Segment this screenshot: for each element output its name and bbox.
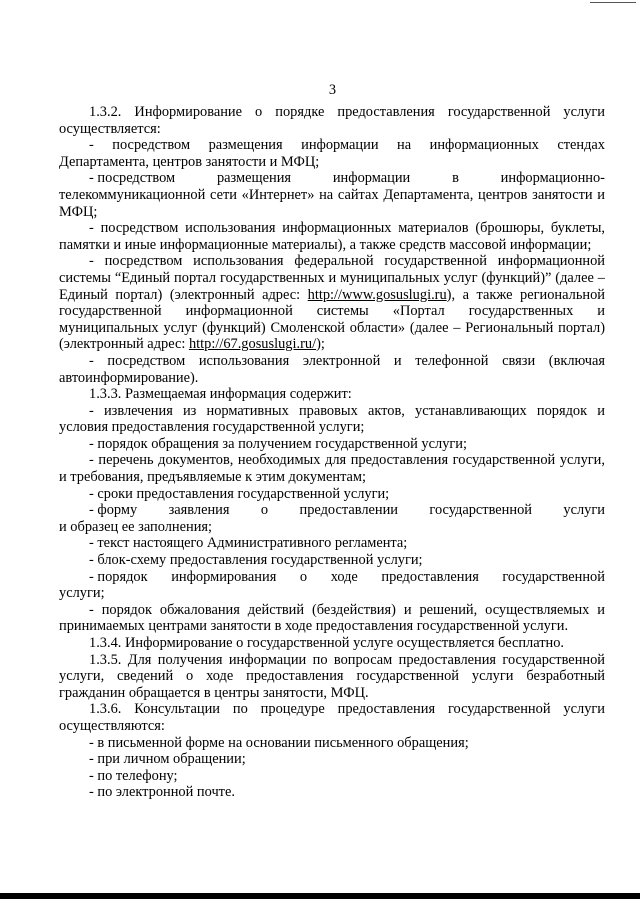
word: государственной	[429, 502, 532, 519]
list-item-extracts: - извлечения из нормативных правовых актов, устанавливающих порядок и условия предоставления государственной услуги;	[59, 402, 605, 436]
list-item-internet-line1	[59, 170, 605, 187]
list-item-documents: - перечень документов, необходимых для предоставления государственной услуги, и требования, предъявляемые к этим документам;	[59, 452, 605, 486]
word: - посредством	[89, 170, 176, 187]
list-item-portals	[59, 253, 605, 353]
list-item-flowchart: - блок-схему предоставления государственной услуги;	[89, 552, 423, 569]
word: услуги	[563, 502, 605, 519]
word: - порядок	[89, 568, 148, 585]
list-item-text: - текст настоящего Административного регламента;	[89, 535, 408, 552]
header-rule	[590, 2, 636, 3]
portal-text-1: - посредством использования федеральной государственной информационной системы “Единый портал государственных и муниципальных услуг (функций)” (далее – Единый портал) (электронный адрес:	[59, 253, 605, 303]
list-item-appeal: - порядок обжалования действий (бездействия) и решений, осуществляемых и принимаемых центрами занятости в ходе предоставления государственной услуги.	[59, 601, 605, 635]
word: предоставлении	[299, 502, 399, 519]
document-body	[59, 104, 605, 801]
word: государственной	[502, 568, 605, 585]
list-item-info-order-rest: услуги;	[59, 585, 105, 602]
portal-text-2: ), а также региональной государственной информационной системы «Портал государственных и муниципальных услуг (функций) Смоленской области» (далее – Региональный портал) (электронный адрес:	[59, 286, 605, 353]
word: размещения	[216, 170, 292, 187]
list-item-phone: - посредством использования электронной и телефонной связи (включая автоинформирование).	[59, 352, 605, 386]
paragraph-1-3-5: 1.3.5. Для получения информации по вопросам предоставления государственной услуги, сведений о ходе предоставления государственной услуги безработный гражданин обращается в центры занятости, МФЦ.	[59, 651, 605, 701]
list-item-terms: - сроки предоставления государственной услуги;	[89, 485, 390, 502]
list-item-email: - по электронной почте.	[89, 784, 235, 801]
list-item-internet-rest: телекоммуникационной сети «Интернет» на сайтах Департамента, центров занятости и МФЦ;	[59, 186, 605, 220]
word: - форму	[89, 502, 138, 519]
word: в	[452, 170, 459, 187]
list-item-written: - в письменной форме на основании письменного обращения;	[89, 734, 469, 751]
word: заявления	[168, 502, 230, 519]
word: предоставления	[381, 568, 479, 585]
paragraph-1-3-3: 1.3.3. Размещаемая информация содержит:	[89, 386, 352, 403]
list-item-personal: - при личном обращении;	[89, 751, 246, 768]
list-item-stands: - посредством размещения информации на информационных стендах Департамента, центров занятости и МФЦ;	[59, 137, 605, 170]
list-item-form-rest: и образец ее заполнения;	[59, 518, 213, 535]
list-item-procedure: - порядок обращения за получением государственной услуги;	[89, 435, 467, 452]
list-item-telephone: - по телефону;	[89, 767, 178, 784]
word: информационно-	[500, 170, 605, 187]
word: о	[299, 568, 308, 585]
word: ходе	[330, 568, 358, 585]
list-item-form-line1	[59, 502, 605, 519]
paragraph-1-3-6: 1.3.6. Консультации по процедуре предоставления государственной услуги осуществляются:	[59, 701, 605, 734]
paragraph-1-3-2: 1.3.2. Информирование о порядке предоставления государственной услуги осуществляется:	[59, 104, 605, 137]
word: информирования	[171, 568, 277, 585]
list-item-materials: - посредством использования информационных материалов (брошюры, буклеты, памятки и иные информационные материалы), а также средств массовой информации;	[59, 220, 605, 253]
list-item-info-order-line1	[59, 569, 605, 586]
page-number: 3	[328, 82, 337, 98]
footer-rule	[0, 893, 640, 899]
gosuslugi-link[interactable]: http://www.gosuslugi.ru	[307, 286, 447, 303]
paragraph-1-3-4: 1.3.4. Информирование о государственной услуге осуществляется бесплатно.	[89, 635, 565, 651]
word: о	[260, 502, 269, 519]
word: информации	[332, 170, 411, 187]
regional-portal-link[interactable]: http://67.gosuslugi.ru/	[188, 336, 317, 353]
portal-text-3: );	[316, 336, 325, 353]
